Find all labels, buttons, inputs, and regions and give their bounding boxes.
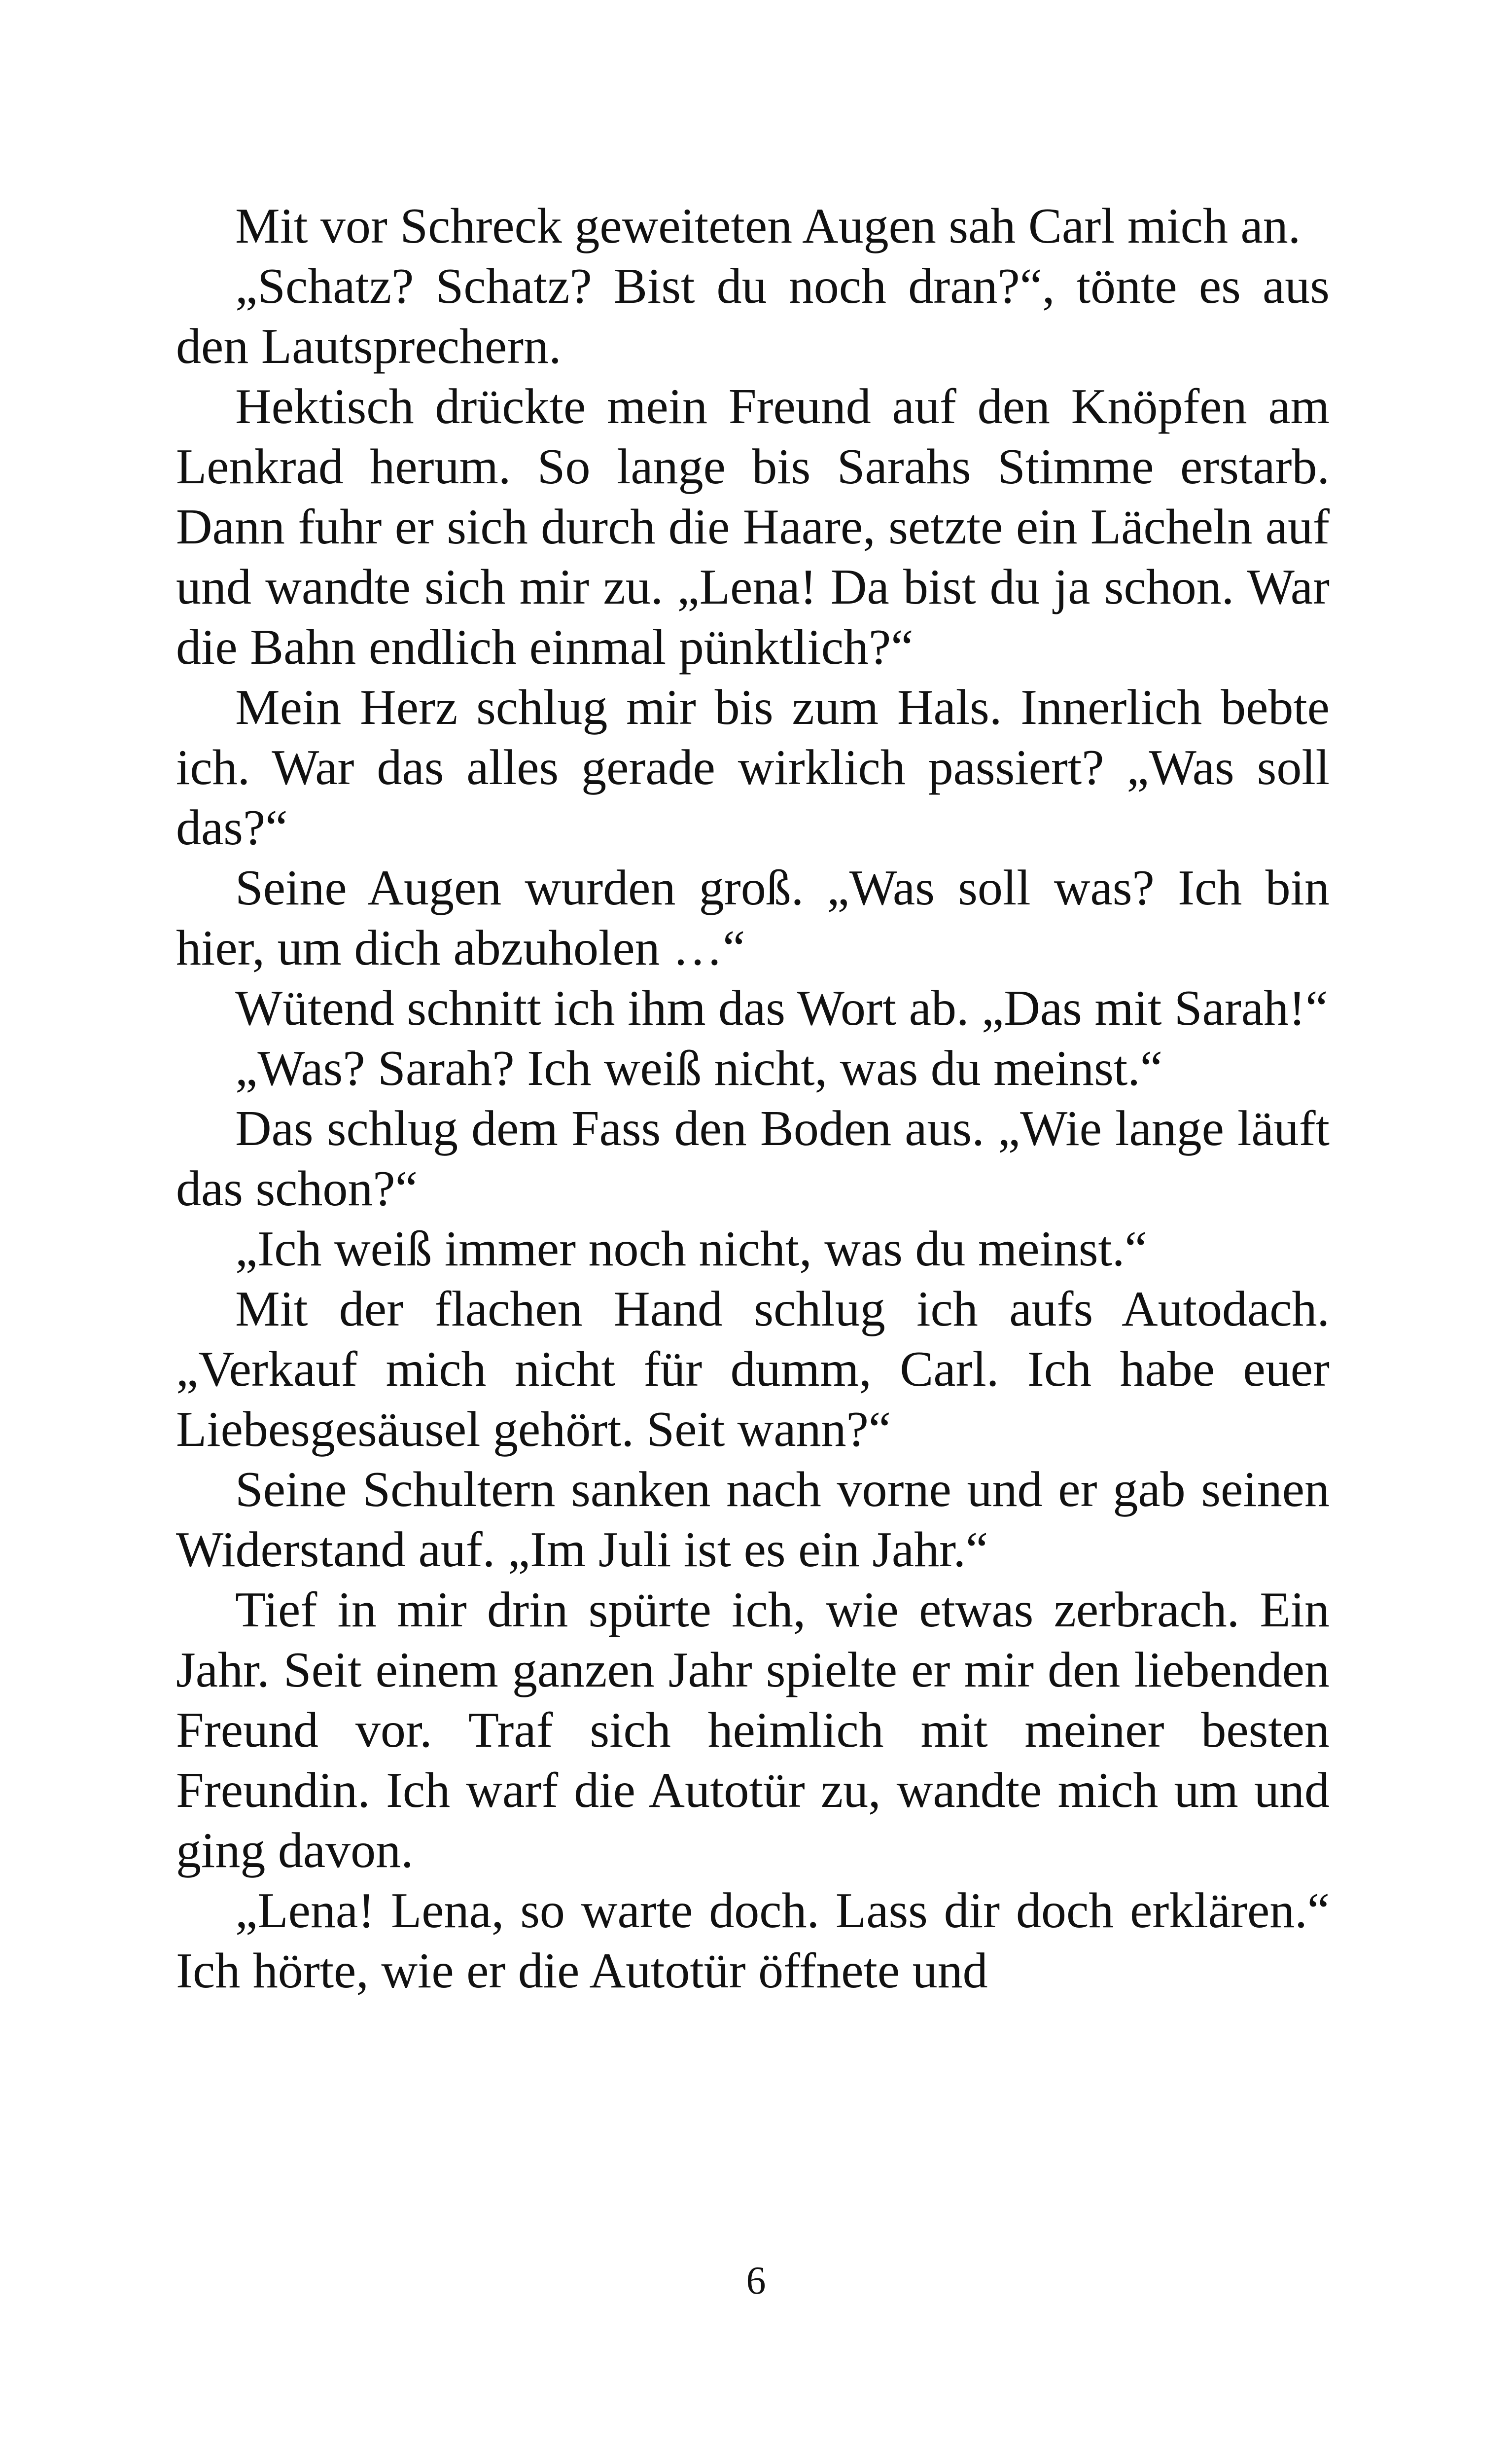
paragraph: „Was? Sarah? Ich weiß nicht, was du meinst.“ — [235, 1041, 1162, 1096]
paragraph: „Schatz? Schatz? Bist du noch dran?“, tönte es aus den Lautsprechern. — [176, 258, 1330, 374]
paragraph: Tief in mir drin spürte ich, wie etwas zerbrach. Ein Jahr. Seit einem ganzen Jahr spielte er mir den liebenden Freund vor. Traf sich heimlich mit meiner besten Freundin. Ich warf die Autotür zu, wandte mich um und ging davon. — [176, 1582, 1330, 1878]
paragraph: Mein Herz schlug mir bis zum Hals. Innerlich bebte ich. War das alles gerade wirklich passiert? „Was soll das?“ — [176, 680, 1330, 856]
paragraph: Das schlug dem Fass den Boden aus. „Wie lange läuft das schon?“ — [176, 1101, 1330, 1217]
body-text — [176, 196, 1330, 2001]
paragraph: Mit der flachen Hand schlug ich aufs Autodach. „Verkauf mich nicht für dumm, Carl. Ich habe euer Liebesgesäusel gehört. Seit wann?“ — [176, 1281, 1330, 1457]
paragraph: „Lena! Lena, so warte doch. Lass dir doch erklären.“ Ich hörte, wie er die Autotür öffnete und — [176, 1883, 1330, 1999]
page-number: 6 — [746, 2259, 766, 2302]
paragraph: „Ich weiß immer noch nicht, was du meinst.“ — [235, 1221, 1147, 1277]
paragraph: Mit vor Schreck geweiteten Augen sah Carl mich an. — [235, 198, 1301, 254]
paragraph: Hektisch drückte mein Freund auf den Knöpfen am Lenkrad herum. So lange bis Sarahs Stimme erstarb. Dann fuhr er sich durch die Haare, setzte ein Lächeln auf und wandte sich mir zu. „Lena! Da bist du ja schon. War die Bahn endlich einmal pünktlich?“ — [176, 379, 1330, 675]
paragraph: Wütend schnitt ich ihm das Wort ab. „Das mit Sarah!“ — [235, 980, 1328, 1036]
paragraph: Seine Augen wurden groß. „Was soll was? Ich bin hier, um dich abzuholen …“ — [176, 860, 1330, 976]
paragraph: Seine Schultern sanken nach vorne und er gab seinen Widerstand auf. „Im Juli ist es ein Jahr.“ — [176, 1462, 1330, 1578]
